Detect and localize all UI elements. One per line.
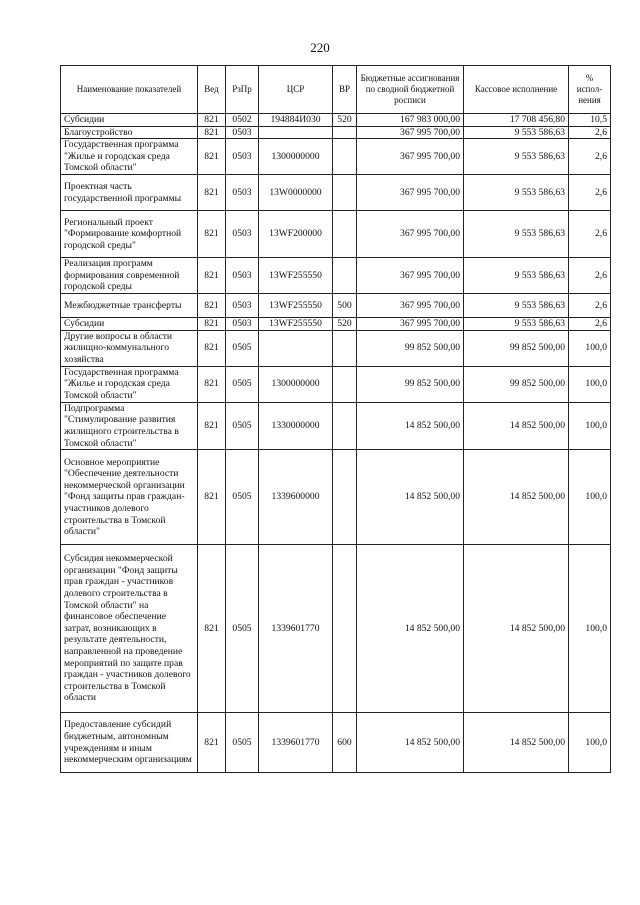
table-cell-csr: 194884И030	[259, 114, 333, 127]
table-cell-name: Проектная часть государственной программы	[61, 175, 198, 211]
table-row	[61, 258, 611, 294]
table-cell-name: Субсидии	[61, 318, 198, 331]
table-cell-csr: 1300000000	[259, 139, 333, 175]
table-row	[61, 211, 611, 258]
header-percent: % испол-нения	[569, 66, 611, 114]
header-rzpr: РзПр	[226, 66, 259, 114]
table-cell-name: Реализация программ формирования современной городской среды	[61, 258, 198, 294]
table-cell-ved: 821	[198, 318, 226, 331]
table-cell-name: Государственная программа "Жилье и городская среда Томской области"	[61, 366, 198, 402]
table-cell-budget: 14 852 500,00	[357, 545, 464, 713]
table-cell-vr	[333, 330, 357, 366]
header-cash: Кассовое исполнение	[464, 66, 569, 114]
table-cell-csr: 13WF255550	[259, 294, 333, 318]
table-cell-percent: 100,0	[569, 713, 611, 773]
table-cell-cash: 99 852 500,00	[464, 366, 569, 402]
table-cell-rzpr: 0505	[226, 713, 259, 773]
table-cell-name: Предоставление субсидий бюджетным, автономным учреждениям и иным некоммерческим организациям	[61, 713, 198, 773]
table-cell-percent: 2,6	[569, 139, 611, 175]
table-cell-budget: 367 995 700,00	[357, 139, 464, 175]
table-cell-vr	[333, 366, 357, 402]
table-cell-name: Государственная программа "Жилье и городская среда Томской области"	[61, 139, 198, 175]
table-row	[61, 294, 611, 318]
table-cell-budget: 99 852 500,00	[357, 330, 464, 366]
table-cell-name: Региональный проект "Формирование комфортной городской среды"	[61, 211, 198, 258]
table-row	[61, 713, 611, 773]
table-cell-vr	[333, 175, 357, 211]
table-cell-cash: 9 553 586,63	[464, 126, 569, 139]
table-cell-ved: 821	[198, 402, 226, 449]
table-row	[61, 450, 611, 545]
table-cell-budget: 367 995 700,00	[357, 318, 464, 331]
table-cell-cash: 9 553 586,63	[464, 175, 569, 211]
table-cell-cash: 14 852 500,00	[464, 402, 569, 449]
table-cell-percent: 100,0	[569, 450, 611, 545]
table-cell-vr: 520	[333, 318, 357, 331]
table-cell-rzpr: 0503	[226, 294, 259, 318]
table-cell-ved: 821	[198, 258, 226, 294]
table-cell-percent: 100,0	[569, 366, 611, 402]
table-cell-ved: 821	[198, 211, 226, 258]
table-cell-percent: 2,6	[569, 294, 611, 318]
table-cell-percent: 2,6	[569, 258, 611, 294]
budget-execution-table	[60, 65, 611, 773]
table-cell-cash: 17 708 456,80	[464, 114, 569, 127]
table-row	[61, 366, 611, 402]
table-cell-cash: 9 553 586,63	[464, 294, 569, 318]
table-cell-cash: 14 852 500,00	[464, 545, 569, 713]
table-cell-ved: 821	[198, 114, 226, 127]
table-cell-vr	[333, 450, 357, 545]
table-cell-rzpr: 0505	[226, 545, 259, 713]
table-cell-rzpr: 0503	[226, 139, 259, 175]
table-cell-rzpr: 0505	[226, 366, 259, 402]
table-cell-ved: 821	[198, 139, 226, 175]
table-cell-name: Основное мероприятие "Обеспечение деятельности некоммерческой организации "Фонд защиты прав граждан-участников долевого строительства в Томской области"	[61, 450, 198, 545]
table-cell-percent: 100,0	[569, 402, 611, 449]
table-cell-rzpr: 0503	[226, 318, 259, 331]
table-cell-name: Субсидии	[61, 114, 198, 127]
table-cell-csr: 13WF255550	[259, 318, 333, 331]
table-cell-rzpr: 0502	[226, 114, 259, 127]
table-cell-rzpr: 0505	[226, 450, 259, 545]
table-cell-percent: 2,6	[569, 211, 611, 258]
table-cell-csr	[259, 126, 333, 139]
table-cell-budget: 167 983 000,00	[357, 114, 464, 127]
header-vr: ВР	[333, 66, 357, 114]
table-cell-percent: 100,0	[569, 330, 611, 366]
table-cell-name: Субсидия некоммерческой организации "Фонд защиты прав граждан - участников долевого строительства в Томской области" на финансовое обеспечение затрат, возникающих в результате деятельности, направленной на проведение мероприятий по защите прав граждан - участников долевого строительства в Томской области	[61, 545, 198, 713]
table-cell-percent: 2,6	[569, 175, 611, 211]
table-cell-percent: 100,0	[569, 545, 611, 713]
table-cell-budget: 14 852 500,00	[357, 402, 464, 449]
table-cell-ved: 821	[198, 545, 226, 713]
table-row	[61, 330, 611, 366]
table-cell-csr: 13WF255550	[259, 258, 333, 294]
table-cell-rzpr: 0505	[226, 330, 259, 366]
table-cell-csr: 13W0000000	[259, 175, 333, 211]
table-cell-budget: 99 852 500,00	[357, 366, 464, 402]
table-cell-ved: 821	[198, 294, 226, 318]
page-number: 220	[310, 40, 330, 55]
header-budget: Бюджетные ассигнования по сводной бюджетной росписи	[357, 66, 464, 114]
table-row	[61, 114, 611, 127]
table-cell-rzpr: 0503	[226, 175, 259, 211]
table-cell-ved: 821	[198, 713, 226, 773]
table-cell-cash: 14 852 500,00	[464, 450, 569, 545]
table-cell-ved: 821	[198, 330, 226, 366]
table-cell-name: Благоустройство	[61, 126, 198, 139]
header-name: Наименование показателей	[61, 66, 198, 114]
table-cell-budget: 14 852 500,00	[357, 713, 464, 773]
table-cell-csr: 1339600000	[259, 450, 333, 545]
table-cell-cash: 9 553 586,63	[464, 139, 569, 175]
table-cell-name: Межбюджетные трансферты	[61, 294, 198, 318]
table-cell-vr	[333, 211, 357, 258]
table-cell-budget: 14 852 500,00	[357, 450, 464, 545]
table-row	[61, 402, 611, 449]
table-cell-vr: 600	[333, 713, 357, 773]
table-cell-ved: 821	[198, 175, 226, 211]
header-ved: Вед	[198, 66, 226, 114]
table-cell-csr: 1339601770	[259, 713, 333, 773]
table-cell-csr	[259, 330, 333, 366]
table-cell-ved: 821	[198, 450, 226, 545]
table-cell-csr: 1339601770	[259, 545, 333, 713]
table-cell-cash: 9 553 586,63	[464, 211, 569, 258]
table-cell-vr	[333, 258, 357, 294]
table-cell-budget: 367 995 700,00	[357, 258, 464, 294]
table-cell-csr: 1300000000	[259, 366, 333, 402]
table-cell-name: Другие вопросы в области жилищно-коммунального хозяйства	[61, 330, 198, 366]
table-cell-budget: 367 995 700,00	[357, 126, 464, 139]
table-cell-vr	[333, 545, 357, 713]
table-cell-rzpr: 0503	[226, 126, 259, 139]
table-cell-vr: 520	[333, 114, 357, 127]
table-cell-csr: 13WF200000	[259, 211, 333, 258]
table-cell-vr	[333, 126, 357, 139]
table-cell-cash: 14 852 500,00	[464, 713, 569, 773]
table-cell-budget: 367 995 700,00	[357, 211, 464, 258]
table-row	[61, 175, 611, 211]
table-cell-name: Подпрограмма "Стимулирование развития жилищного строительства в Томской области"	[61, 402, 198, 449]
table-cell-vr	[333, 402, 357, 449]
table-cell-cash: 9 553 586,63	[464, 258, 569, 294]
table-cell-csr: 1330000000	[259, 402, 333, 449]
table-row	[61, 545, 611, 713]
table-cell-percent: 10,5	[569, 114, 611, 127]
table-cell-rzpr: 0503	[226, 211, 259, 258]
table-cell-percent: 2,6	[569, 126, 611, 139]
table-row	[61, 126, 611, 139]
table-cell-percent: 2,6	[569, 318, 611, 331]
table-cell-rzpr: 0505	[226, 402, 259, 449]
table-cell-cash: 99 852 500,00	[464, 330, 569, 366]
table-cell-ved: 821	[198, 126, 226, 139]
table-cell-budget: 367 995 700,00	[357, 175, 464, 211]
table-cell-vr: 500	[333, 294, 357, 318]
table-cell-vr	[333, 139, 357, 175]
table-row	[61, 318, 611, 331]
table-header-row	[61, 66, 611, 114]
table-cell-cash: 9 553 586,63	[464, 318, 569, 331]
table-row	[61, 139, 611, 175]
table-cell-budget: 367 995 700,00	[357, 294, 464, 318]
header-csr: ЦСР	[259, 66, 333, 114]
table-cell-rzpr: 0503	[226, 258, 259, 294]
table-cell-ved: 821	[198, 366, 226, 402]
